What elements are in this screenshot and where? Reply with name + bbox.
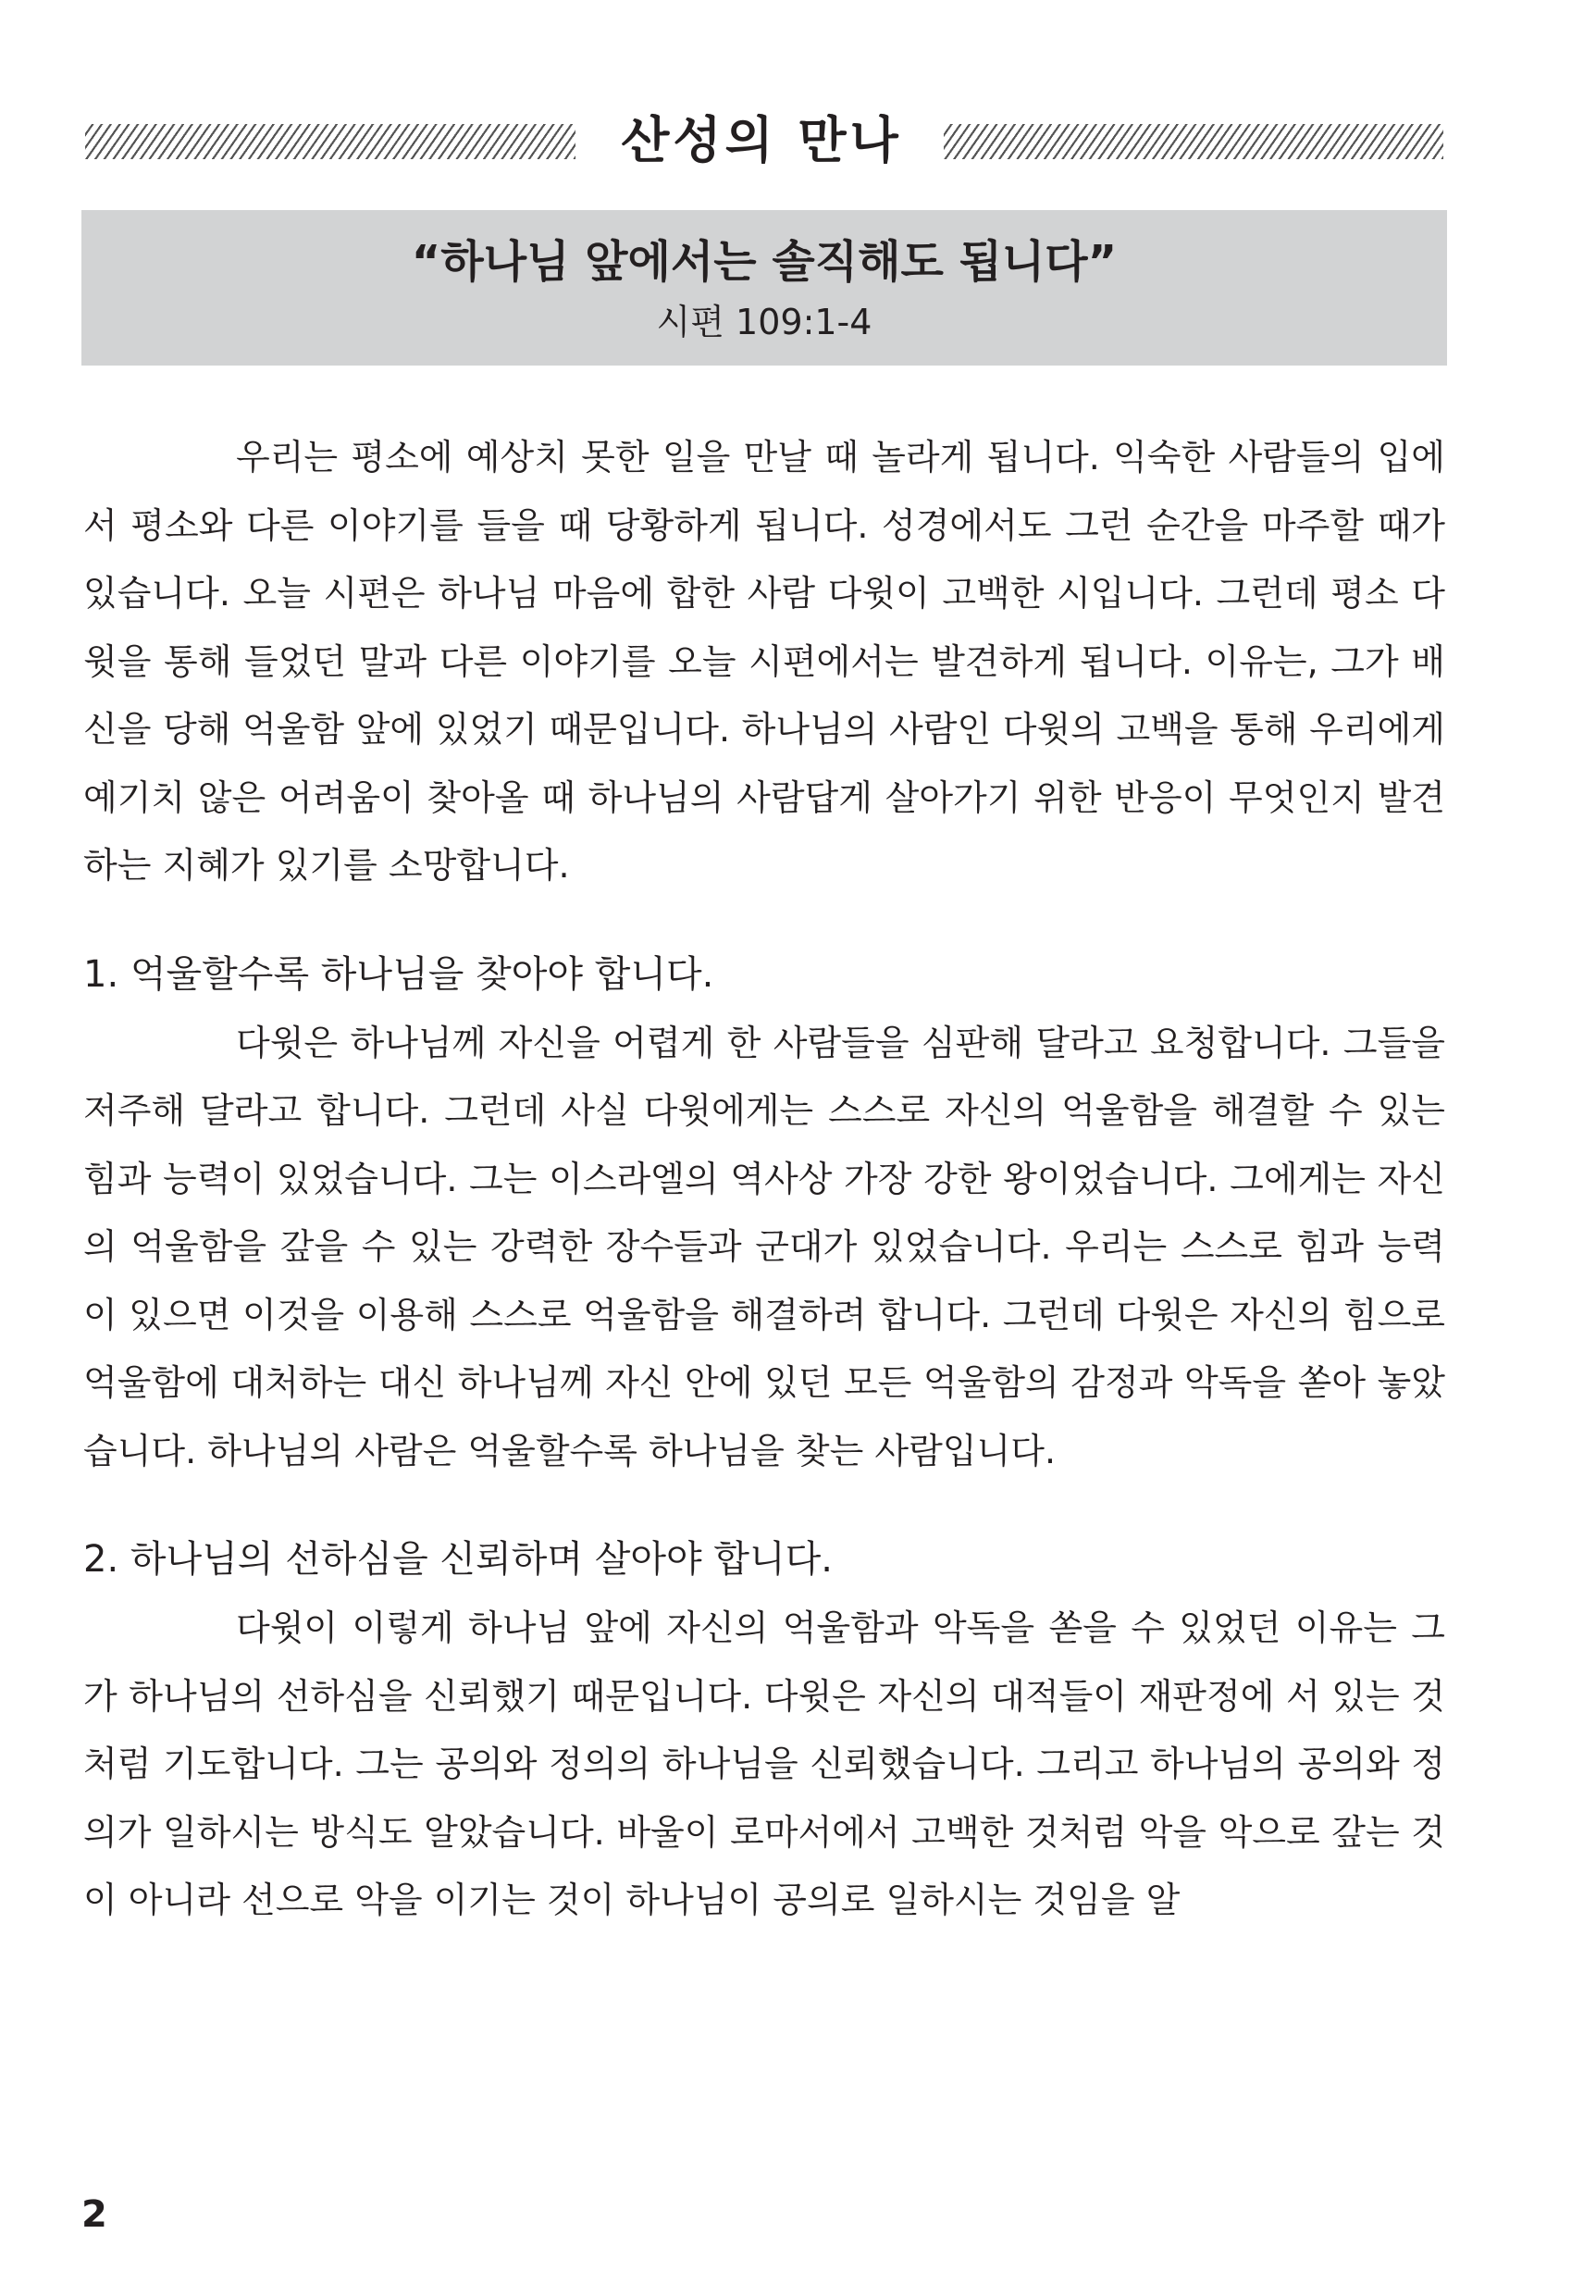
section-1-heading: 1. 억울할수록 하나님을 찾아야 합니다. bbox=[83, 952, 714, 996]
section-header bbox=[81, 104, 1447, 178]
intro-paragraph: 우리는 평소에 예상치 못한 일을 만날 때 놀라게 됩니다. 익숙한 사람들의 입에서 평소와 다른 이야기를 들을 때 당황하게 됩니다. 성경에서도 그런 순간을 마주할 때가 있습니다. 오늘 시편은 하나님 마음에 합한 사람 다윗이 고백한 시입니다. 그런데 평소 다윗을 통해 들었던 말과 다른 이야기를 오늘 시편에서는 발견하게 됩니다. 이유는, 그가 배신을 당해 억울함 앞에 있었기 때문입니다. 하나님의 사람인 다윗의 고백을 통해 우리에게 예기치 않은 어려움이 찾아올 때 하나님의 사람답게 살아가기 위한 반응이 무엇인지 발견하는 지혜가 있기를 소망합니다. bbox=[83, 437, 1445, 886]
sermon-title: “하나님 앞에서는 솔직해도 됩니다” bbox=[411, 236, 1118, 288]
sermon-body bbox=[83, 424, 1445, 1935]
sermon-title-box bbox=[81, 210, 1447, 366]
hatch-decoration-right bbox=[944, 124, 1443, 159]
header-title: 산성의 만나 bbox=[621, 111, 902, 169]
section-2-paragraph: 다윗이 이렇게 하나님 앞에 자신의 억울함과 악독을 쏟을 수 있었던 이유는 그가 하나님의 선하심을 신뢰했기 때문입니다. 다윗은 자신의 대적들이 재판정에 서 있는 것처럼 기도합니다. 그는 공의와 정의의 하나님을 신뢰했습니다. 그리고 하나님의 공의와 정의가 일하시는 방식도 알았습니다. 바울이 로마서에서 고백한 것처럼 악을 악으로 갚는 것이 아니라 선으로 악을 이기는 것이 하나님이 공의로 일하시는 것임을 알 bbox=[83, 1607, 1445, 1920]
scripture-reference: 시편 109:1-4 bbox=[656, 302, 872, 342]
hatch-decoration-left bbox=[85, 124, 575, 159]
section-2-heading: 2. 하나님의 선하심을 신뢰하며 살아야 합니다. bbox=[83, 1538, 833, 1581]
page-number: 2 bbox=[81, 2193, 107, 2236]
section-1-paragraph: 다윗은 하나님께 자신을 어렵게 한 사람들을 심판해 달라고 요청합니다. 그들을 저주해 달라고 합니다. 그런데 사실 다윗에게는 스스로 자신의 억울함을 해결할 수 있는 힘과 능력이 있었습니다. 그는 이스라엘의 역사상 가장 강한 왕이었습니다. 그에게는 자신의 억울함을 갚을 수 있는 강력한 장수들과 군대가 있었습니다. 우리는 스스로 힘과 능력이 있으면 이것을 이용해 스스로 억울함을 해결하려 합니다. 그런데 다윗은 자신의 힘으로 억울함에 대처하는 대신 하나님께 자신 안에 있던 모든 억울함의 감정과 악독을 쏟아 놓았습니다. 하나님의 사람은 억울할수록 하나님을 찾는 사람입니다. bbox=[83, 1022, 1445, 1471]
